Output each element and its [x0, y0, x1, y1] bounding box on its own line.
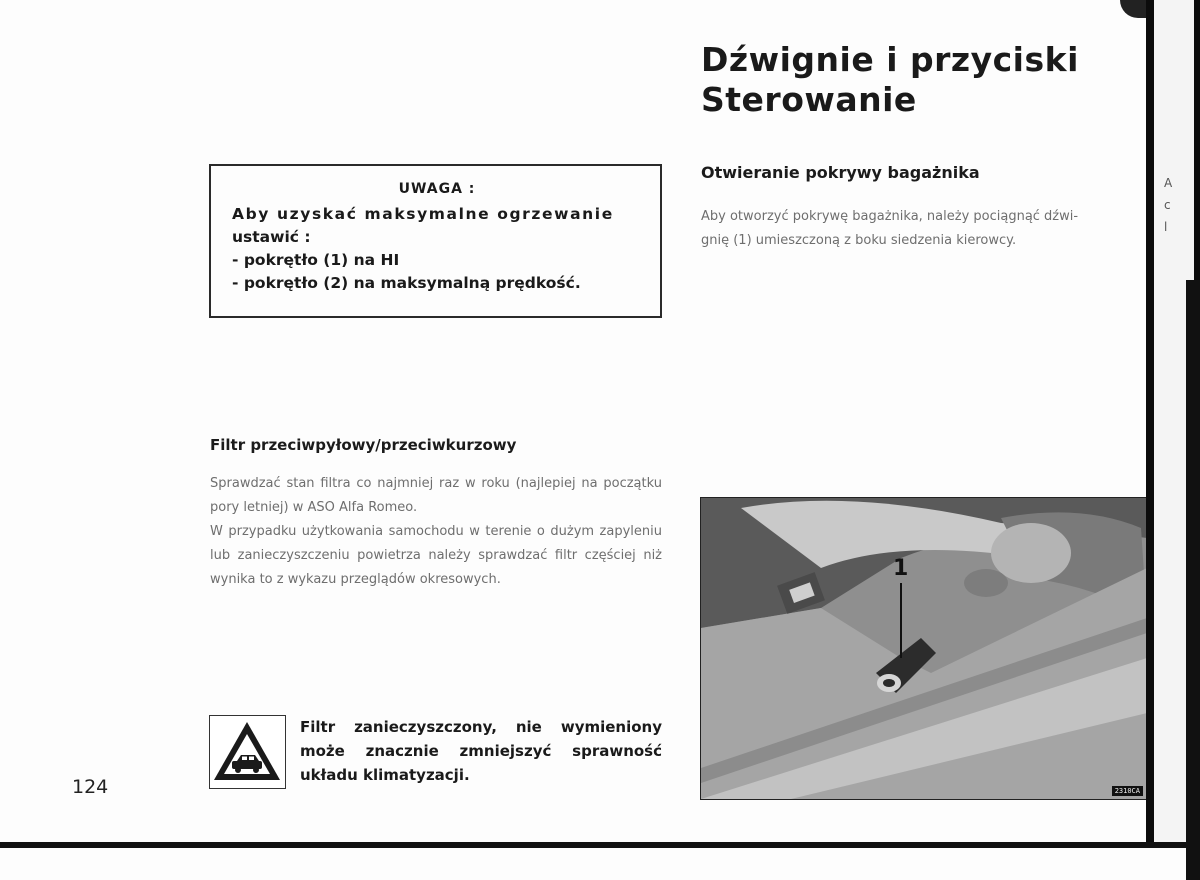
trunk-heading: Otwieranie pokrywy bagażnika [701, 163, 980, 182]
next-page-letters [1164, 172, 1172, 238]
photo-code: 2310CA [1112, 786, 1143, 796]
edge-letter-1: A [1164, 176, 1173, 190]
caution-line-3: - pokrętło (1) na HI [232, 251, 400, 269]
page-edge-shadow [1186, 280, 1200, 880]
title-line-2: Sterowanie [701, 80, 917, 119]
caution-line-2: ustawić : [232, 228, 311, 246]
page-title [701, 40, 1079, 120]
caution-line-4: - pokrętło (2) na maksymalną prędkość. [232, 274, 581, 292]
caution-line-1: Aby uzyskać maksymalne ogrzewanie [232, 205, 614, 223]
warning-text: Filtr zanieczyszczony, nie wymieniony może znacznie zmniejszyć sprawność układu klimatyzacji. [300, 718, 662, 784]
photo-callout-1: 1 [893, 556, 909, 581]
trunk-line-1: Aby otworzyć pokrywę bagażnika, należy pociągnąć dźwi- [701, 209, 1079, 224]
caution-box [209, 164, 662, 318]
next-page-edge [1146, 0, 1200, 848]
filter-paragraph-1: Sprawdzać stan filtra co najmniej raz w roku (najlepiej na początku pory letniej) w ASO Alfa Romeo. [210, 476, 662, 515]
edge-letter-3: l [1164, 220, 1168, 234]
filter-paragraph-2: W przypadku użytkowania samochodu w terenie o dużym zapyleniu lub zanieczyszczeniu powietrza należy sprawdzać filtr częściej niż wynika to z wykazu przeglądów okresowych. [210, 524, 662, 587]
title-line-1: Dźwignie i przyciski [701, 40, 1079, 79]
bottom-edge-shadow [0, 842, 1200, 848]
page-number: 124 [72, 776, 109, 798]
trunk-lever-photo [700, 497, 1148, 800]
warning-triangle-car-icon [210, 716, 284, 787]
filter-paragraph [210, 472, 662, 592]
trunk-paragraph [701, 205, 1147, 253]
caution-title: UWAGA : [398, 181, 476, 197]
warning-icon-box [209, 715, 286, 789]
edge-letter-2: c [1164, 198, 1171, 212]
photo-scene [701, 498, 1147, 799]
filter-heading: Filtr przeciwpyłowy/przeciwkurzowy [210, 436, 517, 454]
trunk-line-2: gnię (1) umieszczoną z boku siedzenia kierowcy. [701, 233, 1017, 248]
